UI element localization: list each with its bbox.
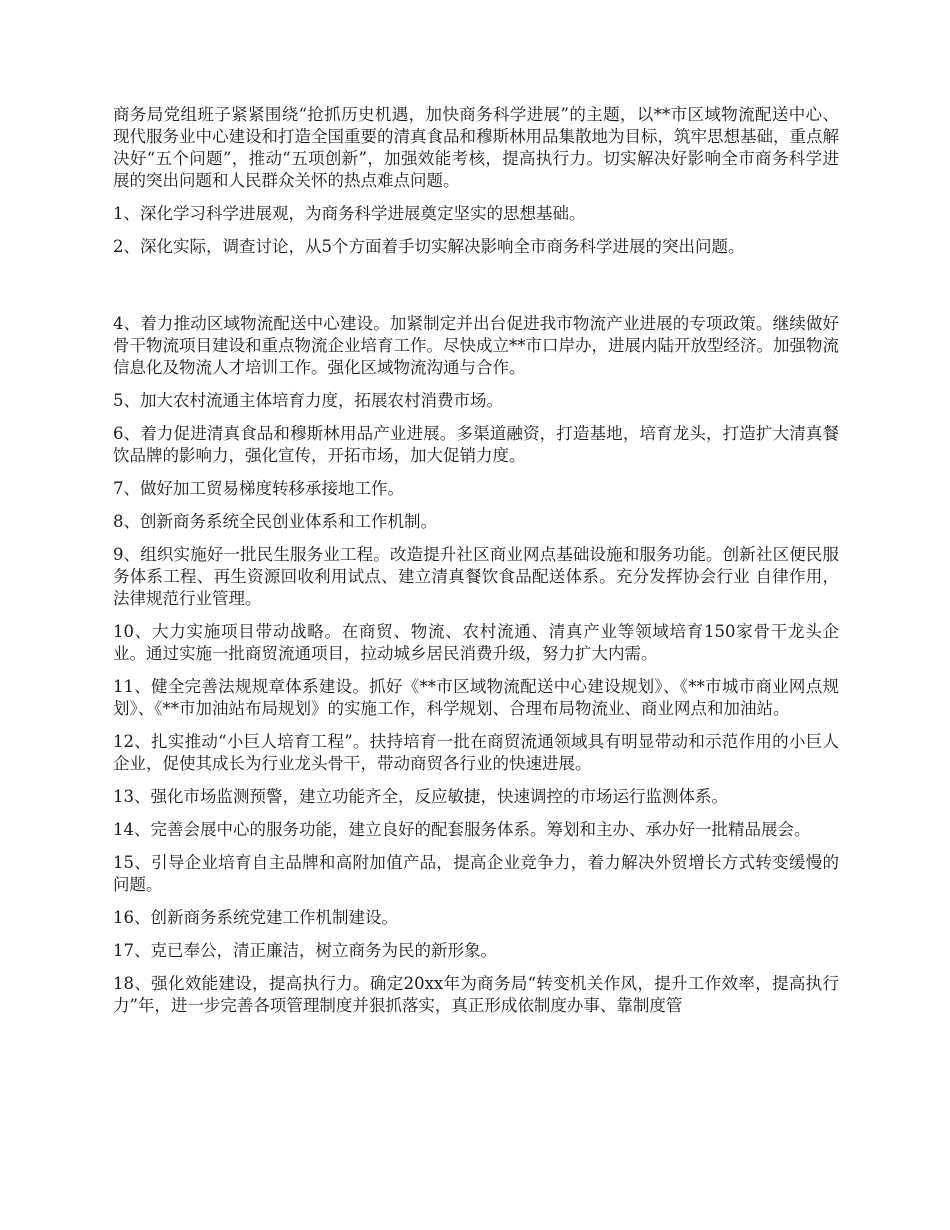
item-9-paragraph: 9、组织实施好一批民生服务业工程。改造提升社区商业网点基础设施和服务功能。创新社区便民服务体系工程、再生资源回收利用试点、建立清真餐饮食品配送体系。充分发挥协会行业 自律作用，法律规范行业管理。	[113, 545, 839, 608]
item-6-paragraph: 6、着力促进清真食品和穆斯林用品产业进展。多渠道融资，打造基地，培育龙头，打造扩大清真餐饮品牌的影响力，强化宣传，开拓市场，加大促销力度。	[113, 424, 839, 465]
item-13-paragraph: 13、强化市场监测预警，建立功能齐全，反应敏捷，快速调控的市场运行监测体系。	[113, 787, 728, 806]
item-7-paragraph: 7、做好加工贸易梯度转移承接地工作。	[113, 479, 404, 498]
item-2-paragraph: 2、深化实际，调查讨论，从5个方面着手切实解决影响全市商务科学进展的突出问题。	[113, 237, 745, 256]
item-14-paragraph: 14、完善会展中心的服务功能，建立良好的配套服务体系。筹划和主办、承办好一批精品展会。	[113, 820, 811, 839]
item-1-paragraph: 1、深化学习科学进展观，为商务科学进展奠定坚实的思想基础。	[113, 204, 586, 223]
intro-paragraph: 商务局党组班子紧紧围绕“抢抓历史机遇，加快商务科学进展”的主题，以**市区域物流配送中心、现代服务业中心建设和打造全国重要的清真食品和穆斯林用品集散地为目标，筑牢思想基础，重点解决好“五个问题”，推动“五项创新”，加强效能考核，提高执行力。切实解决好影响全市商务科学进展的突出问题和人民群众关怀的热点难点问题。	[113, 105, 839, 190]
item-10-paragraph: 10、大力实施项目带动战略。在商贸、物流、农村流通、清真产业等领域培育150家骨干龙头企业。通过实施一批商贸流通项目，拉动城乡居民消费升级，努力扩大内需。	[113, 622, 839, 663]
item-16-paragraph: 16、创新商务系统党建工作机制建设。	[113, 908, 398, 927]
item-4-paragraph: 4、着力推动区域物流配送中心建设。加紧制定并出台促进我市物流产业进展的专项政策。继续做好骨干物流项目建设和重点物流企业培育工作。尽快成立**市口岸办，进展内陆开放型经济。加强物流信息化及物流人才培训工作。强化区域物流沟通与合作。	[113, 314, 839, 377]
item-5-paragraph: 5、加大农村流通主体培育力度，拓展农村消费市场。	[113, 391, 503, 410]
document-body	[113, 104, 839, 1028]
item-15-paragraph: 15、引导企业培育自主品牌和高附加值产品，提高企业竞争力，着力解决外贸增长方式转变缓慢的问题。	[113, 853, 839, 894]
item-17-paragraph: 17、克已奉公，清正廉洁，树立商务为民的新形象。	[113, 941, 497, 960]
item-18-paragraph: 18、强化效能建设，提高执行力。确定20xx年为商务局“转变机关作风，提升工作效率，提高执行力”年，进一步完善各项管理制度并狠抓落实，真正形成依制度办事、靠制度管	[113, 974, 839, 1015]
item-11-paragraph: 11、健全完善法规规章体系建设。抓好《**市区域物流配送中心建设规划》、《**市城市商业网点规划》、《**市加油站布局规划》的实施工作，科学规划、合理布局物流业、商业网点和加油站。	[113, 677, 839, 718]
item-8-paragraph: 8、创新商务系统全民创业体系和工作机制。	[113, 512, 437, 531]
item-12-paragraph: 12、扎实推动“小巨人培育工程”。扶持培育一批在商贸流通领域具有明显带动和示范作用的小巨人企业，促使其成长为行业龙头骨干，带动商贸各行业的快速进展。	[113, 732, 839, 773]
